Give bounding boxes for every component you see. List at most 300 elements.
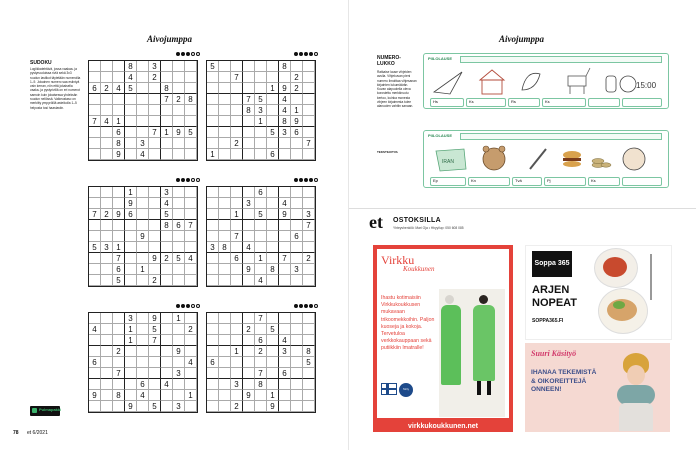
sudoku-cell[interactable] xyxy=(89,401,101,412)
sudoku-cell[interactable] xyxy=(303,335,315,346)
answer-line-1[interactable] xyxy=(460,56,662,63)
sudoku-cell[interactable] xyxy=(137,209,149,220)
sudoku-cell[interactable] xyxy=(185,61,197,72)
sudoku-cell[interactable] xyxy=(255,357,267,368)
sudoku-cell[interactable] xyxy=(279,390,291,401)
sudoku-cell[interactable] xyxy=(161,335,173,346)
answer-box-1-1[interactable]: Hs xyxy=(430,98,464,107)
sudoku-cell[interactable] xyxy=(219,275,231,286)
sudoku-cell[interactable] xyxy=(231,313,243,324)
sudoku-cell[interactable] xyxy=(243,138,255,149)
sudoku-cell[interactable] xyxy=(231,275,243,286)
sudoku-cell[interactable] xyxy=(243,379,255,390)
sudoku-cell[interactable] xyxy=(243,149,255,160)
sudoku-cell[interactable] xyxy=(291,187,303,198)
sudoku-cell[interactable] xyxy=(219,138,231,149)
sudoku-cell[interactable] xyxy=(279,379,291,390)
sudoku-cell[interactable] xyxy=(207,198,219,209)
sudoku-cell[interactable] xyxy=(149,346,161,357)
sudoku-cell[interactable] xyxy=(149,116,161,127)
sudoku-cell[interactable] xyxy=(89,127,101,138)
sudoku-cell[interactable] xyxy=(267,275,279,286)
sudoku-cell[interactable] xyxy=(243,357,255,368)
sudoku-cell[interactable] xyxy=(173,209,185,220)
sudoku-cell[interactable] xyxy=(255,264,267,275)
sudoku-cell[interactable] xyxy=(185,401,197,412)
answer-line-2[interactable] xyxy=(460,133,662,140)
sudoku-cell[interactable] xyxy=(219,209,231,220)
sudoku-cell[interactable] xyxy=(137,198,149,209)
sudoku-cell[interactable] xyxy=(149,242,161,253)
sudoku-cell[interactable] xyxy=(255,138,267,149)
sudoku-cell[interactable] xyxy=(89,220,101,231)
sudoku-cell[interactable] xyxy=(89,138,101,149)
sudoku-cell[interactable] xyxy=(231,116,243,127)
sudoku-cell[interactable] xyxy=(291,61,303,72)
sudoku-cell[interactable] xyxy=(207,83,219,94)
sudoku-cell[interactable] xyxy=(291,242,303,253)
sudoku-cell[interactable] xyxy=(267,368,279,379)
answer-box-2-1[interactable]: Ep xyxy=(430,177,466,186)
sudoku-cell[interactable] xyxy=(219,390,231,401)
sudoku-cell[interactable] xyxy=(219,231,231,242)
sudoku-cell[interactable] xyxy=(89,72,101,83)
sudoku-cell[interactable] xyxy=(149,379,161,390)
sudoku-cell[interactable] xyxy=(185,149,197,160)
sudoku-cell[interactable] xyxy=(161,116,173,127)
sudoku-cell[interactable] xyxy=(185,242,197,253)
sudoku-cell[interactable] xyxy=(113,335,125,346)
sudoku-cell[interactable] xyxy=(125,105,137,116)
sudoku-cell[interactable] xyxy=(303,198,315,209)
sudoku-cell[interactable] xyxy=(303,61,315,72)
sudoku-cell[interactable] xyxy=(101,61,113,72)
sudoku-cell[interactable] xyxy=(137,401,149,412)
sudoku-cell[interactable] xyxy=(101,253,113,264)
sudoku-cell[interactable] xyxy=(125,220,137,231)
sudoku-cell[interactable] xyxy=(101,401,113,412)
sudoku-cell[interactable] xyxy=(101,346,113,357)
sudoku-cell[interactable] xyxy=(207,94,219,105)
sudoku-cell[interactable] xyxy=(161,138,173,149)
sudoku-cell[interactable] xyxy=(303,313,315,324)
sudoku-cell[interactable] xyxy=(101,357,113,368)
sudoku-cell[interactable] xyxy=(89,61,101,72)
sudoku-cell[interactable] xyxy=(291,335,303,346)
sudoku-cell[interactable] xyxy=(149,368,161,379)
sudoku-cell[interactable] xyxy=(125,116,137,127)
sudoku-cell[interactable] xyxy=(207,253,219,264)
sudoku-cell[interactable] xyxy=(279,324,291,335)
sudoku-cell[interactable] xyxy=(243,220,255,231)
sudoku-cell[interactable] xyxy=(219,94,231,105)
sudoku-cell[interactable] xyxy=(137,275,149,286)
sudoku-cell[interactable] xyxy=(137,357,149,368)
sudoku-cell[interactable] xyxy=(231,324,243,335)
sudoku-cell[interactable] xyxy=(267,105,279,116)
sudoku-cell[interactable] xyxy=(137,116,149,127)
sudoku-cell[interactable] xyxy=(303,242,315,253)
answer-box-2-5[interactable]: Ks xyxy=(588,177,620,186)
sudoku-cell[interactable] xyxy=(89,313,101,324)
sudoku-cell[interactable] xyxy=(231,127,243,138)
sudoku-cell[interactable] xyxy=(291,198,303,209)
sudoku-cell[interactable] xyxy=(137,61,149,72)
sudoku-cell[interactable] xyxy=(101,335,113,346)
sudoku-cell[interactable] xyxy=(219,313,231,324)
sudoku-cell[interactable] xyxy=(173,264,185,275)
answer-box-2-4[interactable]: Pj xyxy=(544,177,586,186)
sudoku-cell[interactable] xyxy=(125,275,137,286)
sudoku-cell[interactable] xyxy=(243,83,255,94)
sudoku-cell[interactable] xyxy=(173,242,185,253)
sudoku-cell[interactable] xyxy=(291,390,303,401)
sudoku-cell[interactable] xyxy=(231,357,243,368)
sudoku-cell[interactable] xyxy=(219,264,231,275)
sudoku-cell[interactable] xyxy=(231,335,243,346)
sudoku-cell[interactable] xyxy=(173,379,185,390)
sudoku-cell[interactable] xyxy=(185,72,197,83)
sudoku-cell[interactable] xyxy=(243,187,255,198)
answer-box-1-6[interactable] xyxy=(622,98,662,107)
sudoku-cell[interactable] xyxy=(185,198,197,209)
sudoku-cell[interactable] xyxy=(101,72,113,83)
sudoku-cell[interactable] xyxy=(185,105,197,116)
sudoku-cell[interactable] xyxy=(219,379,231,390)
sudoku-cell[interactable] xyxy=(101,264,113,275)
sudoku-cell[interactable] xyxy=(303,187,315,198)
sudoku-cell[interactable] xyxy=(173,61,185,72)
sudoku-cell[interactable] xyxy=(231,94,243,105)
sudoku-cell[interactable] xyxy=(291,149,303,160)
sudoku-cell[interactable] xyxy=(125,94,137,105)
sudoku-cell[interactable] xyxy=(113,231,125,242)
sudoku-cell[interactable] xyxy=(207,368,219,379)
sudoku-cell[interactable] xyxy=(173,198,185,209)
sudoku-cell[interactable] xyxy=(161,231,173,242)
sudoku-cell[interactable] xyxy=(149,209,161,220)
sudoku-cell[interactable] xyxy=(137,83,149,94)
sudoku-cell[interactable] xyxy=(219,105,231,116)
sudoku-cell[interactable] xyxy=(207,346,219,357)
sudoku-cell[interactable] xyxy=(125,127,137,138)
sudoku-cell[interactable] xyxy=(243,401,255,412)
sudoku-cell[interactable] xyxy=(291,94,303,105)
sudoku-cell[interactable] xyxy=(219,149,231,160)
soppa-ad[interactable] xyxy=(525,245,672,340)
sudoku-cell[interactable] xyxy=(185,368,197,379)
sudoku-cell[interactable] xyxy=(89,264,101,275)
sudoku-cell[interactable] xyxy=(291,379,303,390)
sudoku-cell[interactable] xyxy=(125,242,137,253)
sudoku-cell[interactable] xyxy=(231,242,243,253)
sudoku-cell[interactable] xyxy=(219,198,231,209)
sudoku-cell[interactable] xyxy=(149,149,161,160)
sudoku-cell[interactable] xyxy=(101,94,113,105)
sudoku-cell[interactable] xyxy=(89,275,101,286)
sudoku-cell[interactable] xyxy=(137,94,149,105)
sudoku-cell[interactable] xyxy=(267,253,279,264)
sudoku-cell[interactable] xyxy=(267,335,279,346)
sudoku-cell[interactable] xyxy=(149,187,161,198)
sudoku-cell[interactable] xyxy=(267,357,279,368)
sudoku-cell[interactable] xyxy=(185,116,197,127)
sudoku-cell[interactable] xyxy=(231,368,243,379)
sudoku-cell[interactable] xyxy=(149,357,161,368)
sudoku-cell[interactable] xyxy=(173,116,185,127)
sudoku-cell[interactable] xyxy=(291,275,303,286)
sudoku-cell[interactable] xyxy=(161,105,173,116)
sudoku-cell[interactable] xyxy=(137,187,149,198)
sudoku-cell[interactable] xyxy=(267,242,279,253)
sudoku-cell[interactable] xyxy=(173,275,185,286)
sudoku-cell[interactable] xyxy=(101,379,113,390)
sudoku-cell[interactable] xyxy=(137,335,149,346)
sudoku-cell[interactable] xyxy=(113,61,125,72)
sudoku-cell[interactable] xyxy=(161,368,173,379)
sudoku-cell[interactable] xyxy=(219,220,231,231)
sudoku-cell[interactable] xyxy=(279,313,291,324)
sudoku-cell[interactable] xyxy=(89,105,101,116)
sudoku-cell[interactable] xyxy=(243,231,255,242)
sudoku-cell[interactable] xyxy=(101,390,113,401)
sudoku-cell[interactable] xyxy=(207,187,219,198)
sudoku-cell[interactable] xyxy=(219,357,231,368)
sudoku-cell[interactable] xyxy=(113,105,125,116)
sudoku-cell[interactable] xyxy=(231,149,243,160)
sudoku-cell[interactable] xyxy=(101,127,113,138)
sudoku-cell[interactable] xyxy=(255,61,267,72)
sudoku-cell[interactable] xyxy=(137,105,149,116)
sudoku-cell[interactable] xyxy=(231,105,243,116)
suuri-kasityo-ad[interactable] xyxy=(525,343,670,432)
sudoku-cell[interactable] xyxy=(255,198,267,209)
sudoku-cell[interactable] xyxy=(149,231,161,242)
sudoku-cell[interactable] xyxy=(255,127,267,138)
sudoku-cell[interactable] xyxy=(243,313,255,324)
sudoku-cell[interactable] xyxy=(303,72,315,83)
sudoku-cell[interactable] xyxy=(173,149,185,160)
sudoku-cell[interactable] xyxy=(113,401,125,412)
sudoku-cell[interactable] xyxy=(267,187,279,198)
sudoku-cell[interactable] xyxy=(231,390,243,401)
sudoku-cell[interactable] xyxy=(255,231,267,242)
sudoku-cell[interactable] xyxy=(231,83,243,94)
sudoku-cell[interactable] xyxy=(303,379,315,390)
sudoku-cell[interactable] xyxy=(89,253,101,264)
sudoku-cell[interactable] xyxy=(149,220,161,231)
sudoku-cell[interactable] xyxy=(161,390,173,401)
sudoku-cell[interactable] xyxy=(267,94,279,105)
sudoku-cell[interactable] xyxy=(219,61,231,72)
sudoku-cell[interactable] xyxy=(185,275,197,286)
sudoku-cell[interactable] xyxy=(255,401,267,412)
sudoku-cell[interactable] xyxy=(149,198,161,209)
answer-box-1-2[interactable]: Ks xyxy=(466,98,506,107)
sudoku-cell[interactable] xyxy=(137,242,149,253)
sudoku-cell[interactable] xyxy=(267,379,279,390)
sudoku-cell[interactable] xyxy=(161,275,173,286)
sudoku-cell[interactable] xyxy=(291,138,303,149)
sudoku-cell[interactable] xyxy=(267,313,279,324)
sudoku-cell[interactable] xyxy=(185,335,197,346)
sudoku-cell[interactable] xyxy=(279,138,291,149)
sudoku-cell[interactable] xyxy=(185,346,197,357)
sudoku-cell[interactable] xyxy=(243,346,255,357)
sudoku-cell[interactable] xyxy=(303,390,315,401)
sudoku-cell[interactable] xyxy=(89,335,101,346)
sudoku-cell[interactable] xyxy=(149,94,161,105)
sudoku-cell[interactable] xyxy=(243,72,255,83)
sudoku-cell[interactable] xyxy=(303,127,315,138)
sudoku-cell[interactable] xyxy=(279,220,291,231)
sudoku-cell[interactable] xyxy=(113,94,125,105)
sudoku-cell[interactable] xyxy=(219,72,231,83)
sudoku-cell[interactable] xyxy=(161,61,173,72)
sudoku-cell[interactable] xyxy=(161,72,173,83)
sudoku-cell[interactable] xyxy=(125,379,137,390)
sudoku-cell[interactable] xyxy=(267,198,279,209)
sudoku-cell[interactable] xyxy=(149,83,161,94)
sudoku-cell[interactable] xyxy=(89,198,101,209)
answer-box-1-4[interactable]: Ks xyxy=(542,98,586,107)
sudoku-cell[interactable] xyxy=(173,187,185,198)
sudoku-cell[interactable] xyxy=(243,116,255,127)
sudoku-cell[interactable] xyxy=(125,368,137,379)
sudoku-cell[interactable] xyxy=(161,357,173,368)
sudoku-cell[interactable] xyxy=(101,275,113,286)
sudoku-cell[interactable] xyxy=(161,313,173,324)
sudoku-cell[interactable] xyxy=(279,242,291,253)
sudoku-cell[interactable] xyxy=(185,231,197,242)
sudoku-cell[interactable] xyxy=(291,368,303,379)
sudoku-cell[interactable] xyxy=(207,335,219,346)
sudoku-cell[interactable] xyxy=(207,209,219,220)
sudoku-cell[interactable] xyxy=(207,324,219,335)
sudoku-cell[interactable] xyxy=(101,313,113,324)
sudoku-cell[interactable] xyxy=(149,105,161,116)
sudoku-cell[interactable] xyxy=(303,275,315,286)
sudoku-cell[interactable] xyxy=(125,253,137,264)
sudoku-cell[interactable] xyxy=(207,379,219,390)
sudoku-cell[interactable] xyxy=(125,138,137,149)
sudoku-cell[interactable] xyxy=(149,390,161,401)
sudoku-cell[interactable] xyxy=(125,346,137,357)
sudoku-cell[interactable] xyxy=(185,264,197,275)
sudoku-cell[interactable] xyxy=(113,220,125,231)
sudoku-cell[interactable] xyxy=(267,220,279,231)
sudoku-cell[interactable] xyxy=(149,264,161,275)
sudoku-cell[interactable] xyxy=(219,401,231,412)
virkku-ad[interactable] xyxy=(373,245,513,432)
sudoku-cell[interactable] xyxy=(243,253,255,264)
answer-box-2-6[interactable] xyxy=(622,177,662,186)
sudoku-cell[interactable] xyxy=(207,313,219,324)
sudoku-cell[interactable] xyxy=(219,346,231,357)
sudoku-cell[interactable] xyxy=(149,138,161,149)
sudoku-cell[interactable] xyxy=(219,187,231,198)
sudoku-cell[interactable] xyxy=(291,401,303,412)
sudoku-cell[interactable] xyxy=(303,149,315,160)
sudoku-cell[interactable] xyxy=(173,335,185,346)
sudoku-cell[interactable] xyxy=(219,335,231,346)
answer-box-2-2[interactable]: Kn xyxy=(468,177,510,186)
answer-box-2-3[interactable]: Tvä xyxy=(512,177,542,186)
sudoku-cell[interactable] xyxy=(231,220,243,231)
sudoku-cell[interactable] xyxy=(279,275,291,286)
sudoku-cell[interactable] xyxy=(219,368,231,379)
sudoku-cell[interactable] xyxy=(207,127,219,138)
sudoku-cell[interactable] xyxy=(291,220,303,231)
sudoku-cell[interactable] xyxy=(101,368,113,379)
sudoku-cell[interactable] xyxy=(161,242,173,253)
sudoku-cell[interactable] xyxy=(161,149,173,160)
virkku-url[interactable]: virkkukoukkunen.net xyxy=(407,423,479,430)
sudoku-cell[interactable] xyxy=(89,149,101,160)
sudoku-cell[interactable] xyxy=(137,324,149,335)
sudoku-cell[interactable] xyxy=(267,209,279,220)
sudoku-cell[interactable] xyxy=(173,231,185,242)
sudoku-cell[interactable] xyxy=(207,275,219,286)
sudoku-cell[interactable] xyxy=(89,379,101,390)
sudoku-cell[interactable] xyxy=(303,105,315,116)
sudoku-cell[interactable] xyxy=(137,72,149,83)
sudoku-cell[interactable] xyxy=(231,61,243,72)
sudoku-cell[interactable] xyxy=(303,94,315,105)
sudoku-cell[interactable] xyxy=(291,346,303,357)
sudoku-cell[interactable] xyxy=(137,368,149,379)
sudoku-cell[interactable] xyxy=(89,346,101,357)
sudoku-cell[interactable] xyxy=(219,116,231,127)
sudoku-cell[interactable] xyxy=(125,390,137,401)
sudoku-cell[interactable] xyxy=(207,401,219,412)
sudoku-cell[interactable] xyxy=(219,253,231,264)
sudoku-cell[interactable] xyxy=(255,390,267,401)
sudoku-cell[interactable] xyxy=(113,72,125,83)
sudoku-cell[interactable] xyxy=(173,357,185,368)
sudoku-cell[interactable] xyxy=(279,357,291,368)
sudoku-cell[interactable] xyxy=(255,83,267,94)
sudoku-cell[interactable] xyxy=(173,105,185,116)
sudoku-cell[interactable] xyxy=(279,187,291,198)
sudoku-cell[interactable] xyxy=(207,105,219,116)
sudoku-cell[interactable] xyxy=(267,346,279,357)
sudoku-cell[interactable] xyxy=(173,324,185,335)
sudoku-cell[interactable] xyxy=(161,401,173,412)
sudoku-cell[interactable] xyxy=(255,242,267,253)
sudoku-cell[interactable] xyxy=(207,138,219,149)
sudoku-cell[interactable] xyxy=(303,368,315,379)
sudoku-cell[interactable] xyxy=(161,264,173,275)
sudoku-cell[interactable] xyxy=(207,72,219,83)
sudoku-cell[interactable] xyxy=(161,324,173,335)
sudoku-cell[interactable] xyxy=(267,231,279,242)
sudoku-cell[interactable] xyxy=(137,253,149,264)
sudoku-cell[interactable] xyxy=(89,231,101,242)
sudoku-cell[interactable] xyxy=(101,231,113,242)
sudoku-cell[interactable] xyxy=(303,231,315,242)
sudoku-cell[interactable] xyxy=(267,116,279,127)
sudoku-cell[interactable] xyxy=(291,313,303,324)
sudoku-cell[interactable] xyxy=(137,313,149,324)
sudoku-cell[interactable] xyxy=(207,390,219,401)
sudoku-cell[interactable] xyxy=(279,264,291,275)
sudoku-cell[interactable] xyxy=(113,313,125,324)
sudoku-cell[interactable] xyxy=(303,401,315,412)
sudoku-cell[interactable] xyxy=(185,313,197,324)
sudoku-cell[interactable] xyxy=(219,83,231,94)
sudoku-cell[interactable] xyxy=(255,72,267,83)
